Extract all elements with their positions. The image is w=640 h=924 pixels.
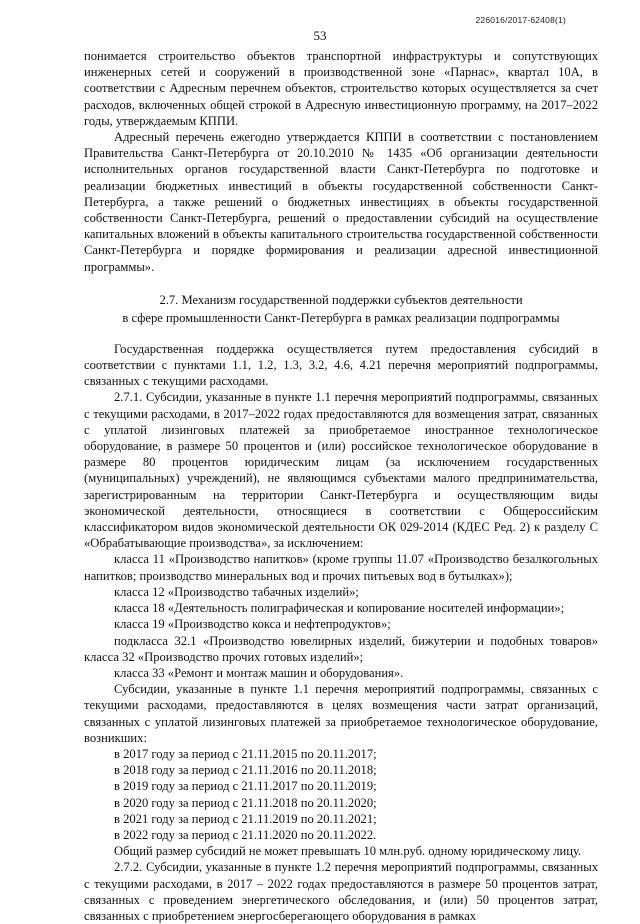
- exclusion-item: класса 18 «Деятельность полиграфическая и копирование носителей информации»;: [114, 601, 565, 616]
- paragraph-intro: понимается строительство объектов транспортной инфраструктуры и сопутствующих инженерных сетей и сооружений в производственной зоне «Парнас», квартал 10А, в соответствии с Адресным перечнем объектов, строительство которых осуществляется за счет расходов, включенных общей строкой в Адресную инвестиционную программу, на 2017–2022 годы, утверждаемым КППИ.: [84, 49, 598, 128]
- document-id: 226016/2017-62408(1): [475, 15, 566, 25]
- exclusion-item: класса 19 «Производство кокса и нефтепродуктов»;: [114, 617, 391, 632]
- period-item: в 2021 году за период с 21.11.2019 по 20.11.2021;: [114, 811, 377, 826]
- exclusion-item: класса 33 «Ремонт и монтаж машин и оборудования».: [114, 665, 404, 680]
- period-item: в 2018 году за период с 21.11.2016 по 20.11.2018;: [114, 763, 377, 778]
- paragraph-subsidy-limit: Общий размер субсидий не может превышать 10 млн.руб. одному юридическому лицу.: [114, 844, 582, 859]
- period-item: в 2017 году за период с 21.11.2015 по 20.11.2017;: [114, 746, 377, 761]
- section-heading: [84, 291, 598, 327]
- paragraph-2-7-2: 2.7.2. Субсидии, указанные в пункте 1.2 перечня мероприятий подпрограммы, связанных с текущими расходами, в 2017 – 2022 годах предоставляются в размере 50 процентов затрат, связанных с проведением энергетического обследования, и (или) 50 процентов затрат, связанных с приобретением энергосберегающего оборудования в рамках: [84, 860, 598, 923]
- paragraph-support: Государственная поддержка осуществляется путем предоставления субсидий в соответствии с пунктами 1.1, 1.2, 1.3, 3.2, 4.6, 4.21 перечня мероприятий подпрограммы, связанных с текущими расходами.: [84, 341, 598, 389]
- section-heading-line-2: в сфере промышленности Санкт-Петербурга в рамках реализации подпрограммы: [122, 310, 560, 325]
- page-number: 53: [313, 28, 327, 43]
- period-item: в 2019 году за период с 21.11.2017 по 20.11.2019;: [114, 779, 377, 794]
- period-item: в 2020 году за период с 21.11.2018 по 20.11.2020;: [114, 795, 377, 810]
- paragraph-2-7-1: 2.7.1. Субсидии, указанные в пункте 1.1 перечня мероприятий подпрограммы, связанных с текущими расходами, в 2017–2022 годах предоставляются для возмещения затрат, связанных с уплатой лизинговых платежей за приобретаемое иностранное технологическое оборудование, в размере 50 процентов и (или) российское технологическое оборудование в размере 80 процентов юридическим лицам (за исключением государственных (муниципальных) учреждений), не являющимся субъектами малого предпринимательства, зарегистрированным на территории Санкт-Петербурга и осуществляющим виды экономической деятельности, относящиеся в соответствии с Общероссийским классификатором видов экономической деятельности ОК 029-2014 (КДЕС Ред. 2) к разделу С «Обрабатывающие производства», за исключением:: [84, 390, 598, 551]
- section-heading-line-1: 2.7. Механизм государственной поддержки субъектов деятельности: [159, 292, 523, 307]
- paragraph-address-list: Адресный перечень ежегодно утверждается КППИ в соответствии с постановлением Правительства Санкт-Петербурга от 20.10.2010 № 1435 «Об организации деятельности исполнительных органов государственной власти Санкт-Петербурга по подготовке и реализации бюджетных инвестиций в объекты государственной собственности Санкт-Петербурга, а также решений о бюджетных инвестициях в объекты государственной собственности Санкт-Петербурга, решений о предоставлении субсидий на осуществление капитальных вложений в объекты капитального строительства государственной собственности Санкт-Петербурга и порядке формирования и реализации адресной инвестиционной программы».: [84, 130, 598, 274]
- period-item: в 2022 году за период с 21.11.2020 по 20.11.2022.: [114, 827, 377, 842]
- exclusion-item: подкласса 32.1 «Производство ювелирных изделий, бижутерии и подобных товаров» класса 32 «Производство прочих готовых изделий»;: [84, 633, 598, 664]
- exclusion-item: класса 12 «Производство табачных изделий»;: [114, 584, 359, 599]
- page-body: [84, 48, 598, 924]
- exclusion-item: класса 11 «Производство напитков» (кроме группы 11.07 «Производство безалкогольных напитков; производство минеральных вод и прочих питьевых вод в бутылках»);: [84, 552, 598, 583]
- paragraph-subsidies-1-1: Субсидии, указанные в пункте 1.1 перечня мероприятий подпрограммы, связанных с текущими расходами, предоставляются в целях возмещения части затрат организаций, связанных с уплатой лизинговых платежей за приобретаемое технологическое оборудование, возникших:: [84, 682, 598, 745]
